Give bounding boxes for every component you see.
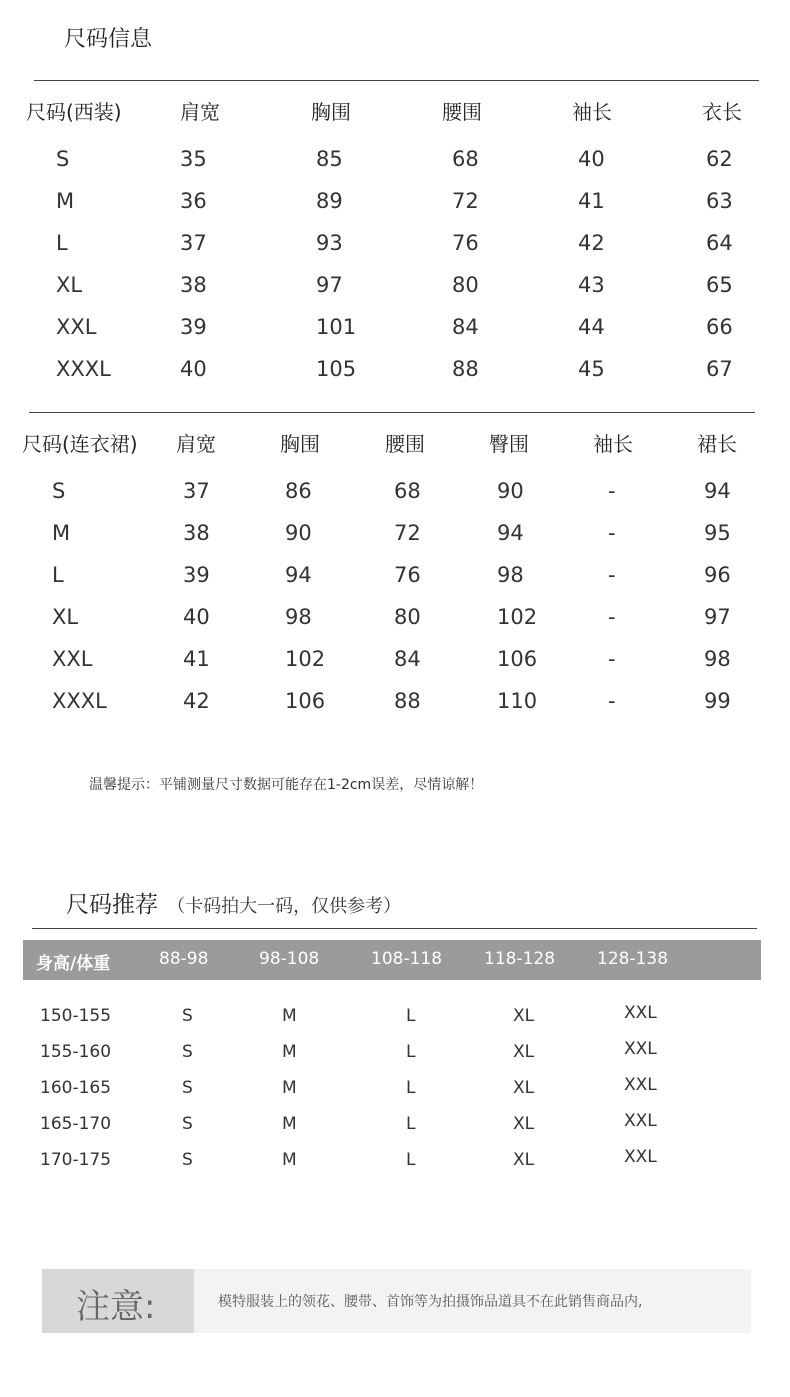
table-cell: 88 (394, 689, 421, 713)
height-range: 150-155 (40, 1006, 112, 1026)
table-cell: - (608, 605, 616, 629)
table-header: 腰围 (385, 432, 425, 456)
table-cell: 110 (497, 689, 538, 713)
table-header: 袖长 (593, 432, 633, 456)
table-cell: 88 (452, 357, 479, 381)
recommended-size: L (406, 1150, 416, 1170)
recommended-size: XL (513, 1042, 535, 1062)
recommended-size: M (282, 1078, 297, 1098)
recommend-header: 128-138 (597, 949, 669, 969)
recommended-size: M (282, 1114, 297, 1134)
recommended-size: M (282, 1006, 297, 1026)
recommend-heading (66, 886, 401, 919)
recommended-size: S (182, 1114, 193, 1134)
table-header: 臀围 (489, 432, 529, 456)
table-cell: 39 (183, 563, 210, 587)
recommended-size: L (406, 1078, 416, 1098)
table-cell: 96 (704, 563, 731, 587)
recommend-header-bar (23, 940, 761, 980)
table-cell: - (608, 563, 616, 587)
recommended-size: L (406, 1042, 416, 1062)
recommended-size: XXL (624, 1039, 657, 1059)
divider (29, 412, 755, 413)
table-cell: 102 (497, 605, 538, 629)
table-cell: 37 (180, 231, 207, 255)
recommend-header: 118-128 (484, 949, 556, 969)
table-cell: 37 (183, 479, 210, 503)
recommend-header: 108-118 (371, 949, 443, 969)
table-cell: 43 (578, 273, 605, 297)
size-label: S (56, 147, 70, 171)
table-cell: 36 (180, 189, 207, 213)
height-range: 165-170 (40, 1114, 112, 1134)
recommended-size: S (182, 1042, 193, 1062)
table-cell: 95 (704, 521, 731, 545)
table-header: 尺码(连衣裙) (22, 432, 138, 456)
size-label: M (56, 189, 75, 213)
table-cell: 80 (452, 273, 479, 297)
recommended-size: XXL (624, 1147, 657, 1167)
table-cell: - (608, 479, 616, 503)
recommended-size: XXL (624, 1003, 657, 1023)
table-cell: 41 (183, 647, 210, 671)
size-label: L (56, 231, 68, 255)
table-cell: 44 (578, 315, 605, 339)
table-cell: 97 (316, 273, 343, 297)
size-label: M (52, 521, 71, 545)
recommended-size: M (282, 1150, 297, 1170)
table-cell: 35 (180, 147, 207, 171)
table-cell: 76 (452, 231, 479, 255)
recommended-size: XXL (624, 1075, 657, 1095)
size-label: XXXL (52, 689, 107, 713)
table-cell: 84 (452, 315, 479, 339)
recommend-header: 88-98 (159, 949, 209, 969)
notice-box (42, 1269, 751, 1333)
table-cell: 42 (578, 231, 605, 255)
table-cell: 80 (394, 605, 421, 629)
table-cell: 72 (452, 189, 479, 213)
table-cell: 94 (497, 521, 524, 545)
notice-label: 注意: (76, 1287, 156, 1327)
recommend-title: 尺码推荐 (66, 892, 158, 918)
table-cell: 106 (285, 689, 326, 713)
recommended-size: XL (513, 1114, 535, 1134)
table-cell: 106 (497, 647, 538, 671)
table-cell: 39 (180, 315, 207, 339)
tip-text: 温馨提示：平铺测量尺寸数据可能存在1-2cm误差，尽情谅解！ (89, 777, 484, 793)
recommend-subtitle: （卡码拍大一码，仅供参考） (167, 896, 402, 917)
recommended-size: XXL (624, 1111, 657, 1131)
table-cell: 105 (316, 357, 357, 381)
table-header: 裙长 (697, 432, 737, 456)
table-cell: - (608, 689, 616, 713)
recommended-size: M (282, 1042, 297, 1062)
table-cell: 90 (497, 479, 524, 503)
recommend-header: 身高/体重 (36, 954, 111, 974)
size-label: S (52, 479, 66, 503)
size-label: XXL (52, 647, 93, 671)
recommended-size: L (406, 1114, 416, 1134)
table-cell: 90 (285, 521, 312, 545)
table-cell: 38 (183, 521, 210, 545)
table-cell: 62 (706, 147, 733, 171)
table-cell: 98 (497, 563, 524, 587)
table-header: 袖长 (572, 100, 612, 124)
table-header: 腰围 (442, 100, 482, 124)
table-cell: 98 (285, 605, 312, 629)
table-cell: 94 (704, 479, 731, 503)
table-cell: 93 (316, 231, 343, 255)
table-cell: 65 (706, 273, 733, 297)
size-label: XL (52, 605, 79, 629)
table-header: 胸围 (280, 432, 320, 456)
size-info-title: 尺码信息 (64, 27, 153, 52)
table-cell: 67 (706, 357, 733, 381)
table-cell: 72 (394, 521, 421, 545)
divider (34, 80, 759, 81)
height-range: 160-165 (40, 1078, 112, 1098)
height-range: 155-160 (40, 1042, 112, 1062)
table-cell: 94 (285, 563, 312, 587)
table-cell: 76 (394, 563, 421, 587)
table-cell: 98 (704, 647, 731, 671)
table-header: 胸围 (311, 100, 351, 124)
size-label: XXXL (56, 357, 111, 381)
table-header: 肩宽 (180, 100, 220, 124)
recommended-size: XL (513, 1150, 535, 1170)
table-cell: 99 (704, 689, 731, 713)
divider (32, 928, 757, 929)
table-header: 衣长 (702, 100, 742, 124)
table-cell: 85 (316, 147, 343, 171)
recommended-size: XL (513, 1006, 535, 1026)
table-cell: 86 (285, 479, 312, 503)
table-cell: 40 (578, 147, 605, 171)
table-cell: 38 (180, 273, 207, 297)
size-label: XXL (56, 315, 97, 339)
table-cell: 68 (452, 147, 479, 171)
notice-label-box (42, 1269, 194, 1333)
table-cell: - (608, 521, 616, 545)
recommended-size: S (182, 1150, 193, 1170)
recommended-size: S (182, 1078, 193, 1098)
recommended-size: S (182, 1006, 193, 1026)
table-cell: 66 (706, 315, 733, 339)
table-cell: - (608, 647, 616, 671)
size-label: XL (56, 273, 83, 297)
table-header: 肩宽 (176, 432, 216, 456)
table-cell: 97 (704, 605, 731, 629)
table-cell: 84 (394, 647, 421, 671)
recommended-size: L (406, 1006, 416, 1026)
table-cell: 102 (285, 647, 326, 671)
table-cell: 68 (394, 479, 421, 503)
recommend-header: 98-108 (259, 949, 320, 969)
table-cell: 101 (316, 315, 357, 339)
table-cell: 45 (578, 357, 605, 381)
table-cell: 64 (706, 231, 733, 255)
table-header: 尺码(西装) (26, 100, 122, 124)
table-cell: 89 (316, 189, 343, 213)
table-cell: 42 (183, 689, 210, 713)
size-label: L (52, 563, 64, 587)
height-range: 170-175 (40, 1150, 112, 1170)
recommended-size: XL (513, 1078, 535, 1098)
table-cell: 41 (578, 189, 605, 213)
table-cell: 40 (183, 605, 210, 629)
table-cell: 63 (706, 189, 733, 213)
table-cell: 40 (180, 357, 207, 381)
notice-text: 模特服装上的领花、腰带、首饰等为拍摄饰品道具不在此销售商品内, (218, 1294, 643, 1310)
